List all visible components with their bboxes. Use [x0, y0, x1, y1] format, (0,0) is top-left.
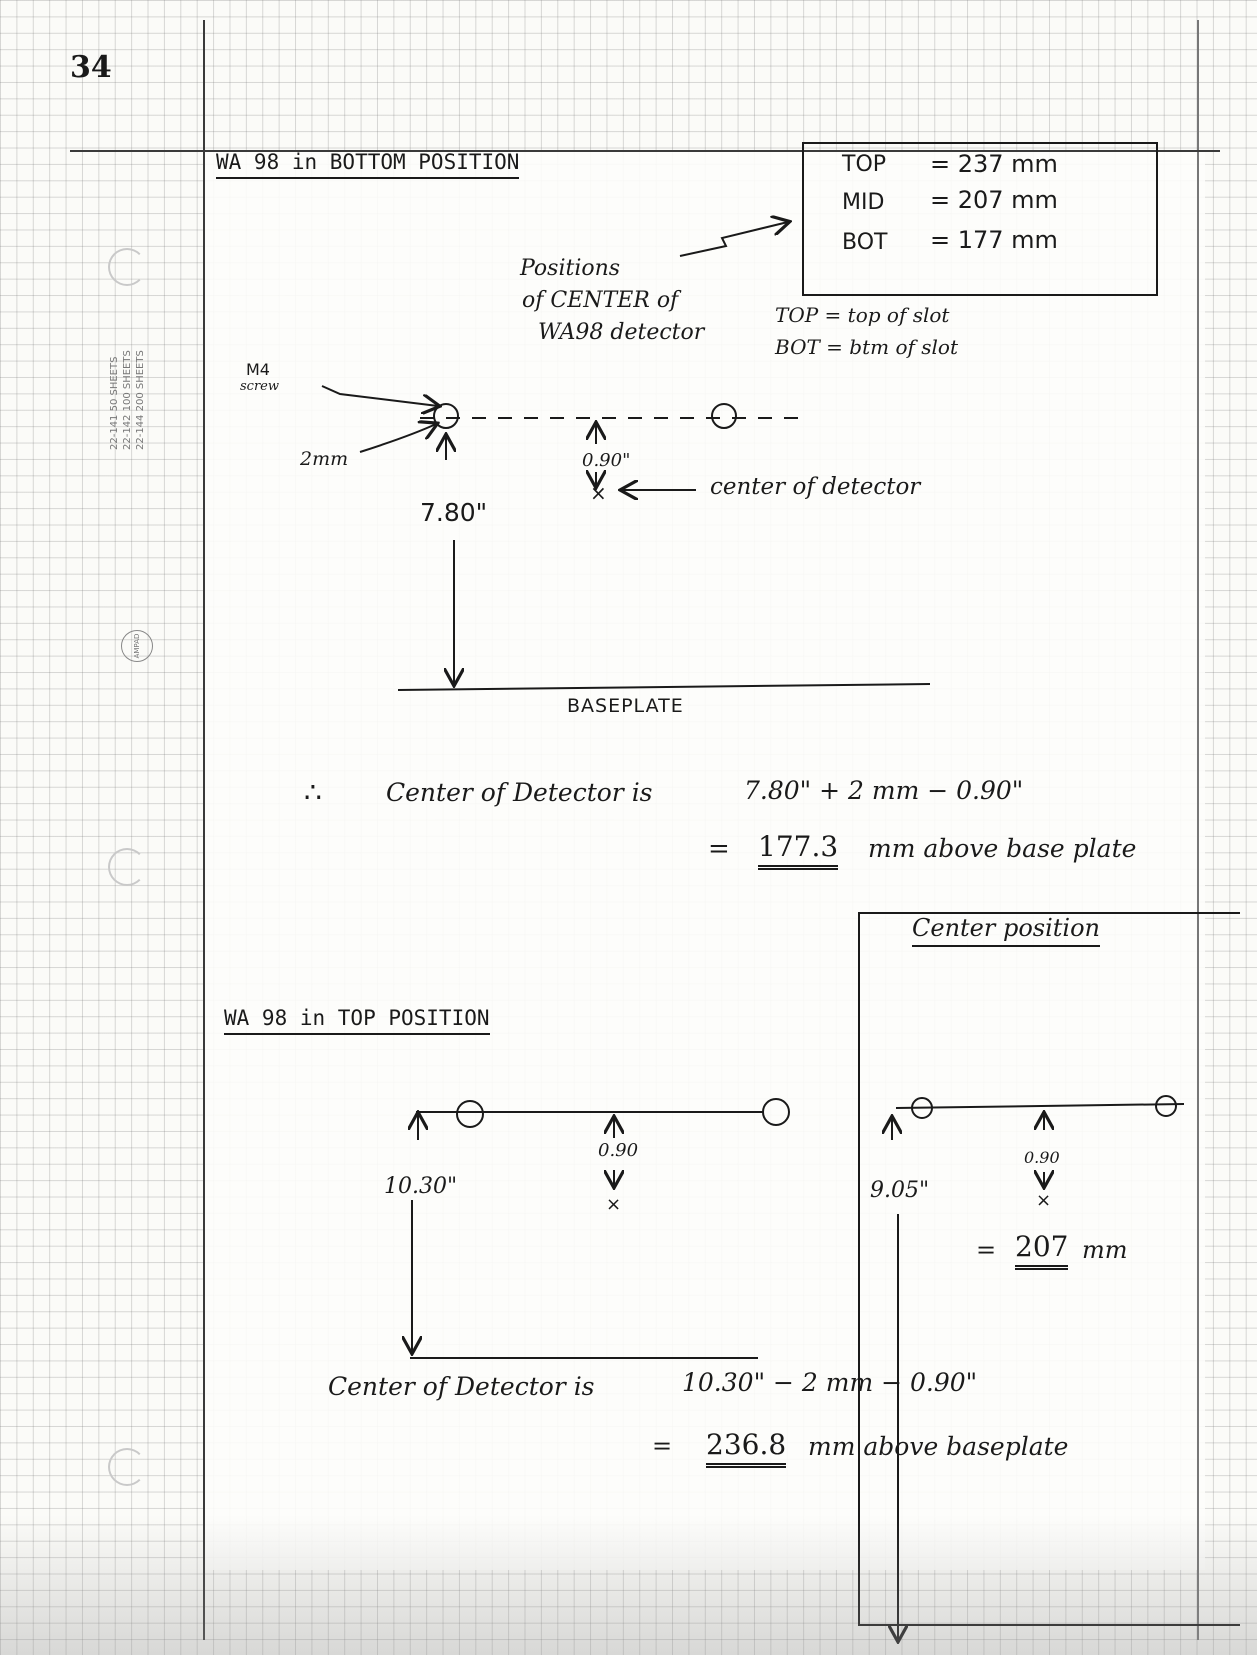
- calc-top-equals: =: [652, 1432, 673, 1460]
- screw-label: screw: [240, 379, 279, 394]
- box-row-mid-label: MID: [842, 190, 885, 215]
- calc-bottom-suffix: mm above base plate: [868, 834, 1137, 863]
- center-marker-top: ×: [606, 1194, 622, 1215]
- positions-note-line: WA98 detector: [538, 320, 705, 345]
- page-number: 34: [70, 50, 112, 85]
- brand-logo: AMPAD: [121, 630, 153, 662]
- center-result-prefix: =: [976, 1236, 997, 1264]
- offset-label-top: 0.90: [598, 1140, 639, 1161]
- center-result-unit: mm: [1082, 1236, 1128, 1264]
- sheet-count-line: 22-141 50 SHEETS: [109, 356, 120, 450]
- calc-top-suffix: mm above baseplate: [808, 1432, 1069, 1461]
- calc-bottom-result: 177.3: [758, 830, 838, 870]
- slot-note-line: BOT = btm of slot: [775, 335, 958, 359]
- top-screw-hole-right: [763, 1099, 789, 1125]
- calc-bottom-line1: Center of Detector is: [386, 778, 653, 807]
- calc-bottom-equals: =: [708, 834, 730, 864]
- center-marker-bottom: ×: [590, 481, 607, 505]
- calc-top-expr: 10.30" − 2 mm − 0.90": [682, 1368, 978, 1397]
- scan-shadow: [0, 1515, 1257, 1655]
- center-detector-label: center of detector: [710, 474, 921, 500]
- positions-note-line: of CENTER of: [522, 288, 679, 313]
- screw-hole-right: [712, 404, 736, 428]
- center-slot-line: [896, 1104, 1184, 1108]
- positions-note-line: Positions: [520, 256, 621, 281]
- baseplate-label: BASEPLATE: [567, 695, 684, 717]
- top-screw-hole-left: [457, 1101, 483, 1127]
- screw-leader-arrow: [322, 386, 438, 406]
- calc-top-result: 236.8: [706, 1428, 786, 1468]
- slot-note-line: TOP = top of slot: [775, 303, 950, 327]
- note-to-box-arrow: [680, 222, 788, 256]
- sheet-count-line: 22-142 100 SHEETS: [122, 350, 133, 450]
- center-result-value: 207: [1015, 1230, 1068, 1270]
- two-mm-label: 2mm: [300, 448, 349, 470]
- box-row-top-label: TOP: [842, 152, 887, 177]
- calc-top-line1: Center of Detector is: [328, 1372, 595, 1401]
- height-label-center: 9.05": [870, 1178, 930, 1203]
- two-mm-leader-arrow: [360, 424, 436, 452]
- center-marker-center: ×: [1036, 1190, 1052, 1211]
- center-screw-hole-right: [1156, 1096, 1176, 1116]
- height-label-top: 10.30": [384, 1174, 458, 1199]
- box-row-bot-value: = 177 mm: [930, 226, 1058, 254]
- offset-label-center: 0.90: [1024, 1148, 1060, 1167]
- calc-bottom-expr: 7.80" + 2 mm − 0.90": [744, 776, 1024, 805]
- sheet-count-line: 22-144 200 SHEETS: [135, 350, 146, 450]
- section-heading-bottom: WA 98 in BOTTOM POSITION: [216, 150, 519, 179]
- therefore-symbol: ∴: [304, 776, 322, 809]
- offset-label-bottom: 0.90": [582, 450, 631, 471]
- section-heading-top: WA 98 in TOP POSITION: [224, 1006, 490, 1035]
- section-heading-center: Center position: [912, 914, 1100, 947]
- screw-hole-left: [434, 404, 458, 428]
- box-row-bot-label: BOT: [842, 230, 888, 255]
- height-label-bottom: 7.80": [420, 498, 488, 527]
- m4-label: M4: [246, 360, 270, 379]
- box-row-top-value: = 237 mm: [930, 150, 1058, 178]
- baseplate-line: [398, 684, 930, 690]
- box-row-mid-value: = 207 mm: [930, 186, 1058, 214]
